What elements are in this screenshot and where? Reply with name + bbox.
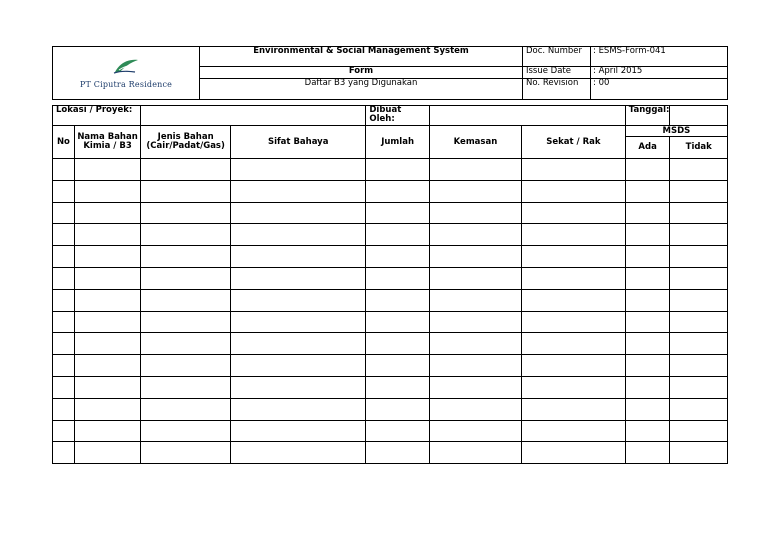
table-row [53, 333, 728, 355]
table-cell[interactable] [670, 267, 728, 289]
table-cell[interactable] [141, 442, 231, 464]
col-no-header: No [53, 126, 75, 159]
table-cell[interactable] [522, 289, 626, 311]
table-cell[interactable] [670, 311, 728, 333]
table-cell[interactable] [670, 180, 728, 202]
table-cell[interactable] [429, 246, 521, 268]
table-cell[interactable] [231, 333, 366, 355]
table-cell[interactable] [366, 159, 430, 181]
table-cell[interactable] [625, 267, 670, 289]
table-cell[interactable] [53, 398, 75, 420]
table-cell[interactable] [366, 224, 430, 246]
doc-number-label: Doc. Number [523, 47, 591, 67]
table-cell[interactable] [429, 376, 521, 398]
table-cell[interactable] [53, 289, 75, 311]
table-cell[interactable] [429, 333, 521, 355]
table-cell[interactable] [231, 420, 366, 442]
table-cell[interactable] [141, 311, 231, 333]
table-cell[interactable] [141, 420, 231, 442]
table-cell[interactable] [522, 180, 626, 202]
table-cell[interactable] [141, 398, 231, 420]
table-cell[interactable] [231, 355, 366, 377]
table-cell[interactable] [429, 267, 521, 289]
table-cell[interactable] [53, 159, 75, 181]
table-cell[interactable] [625, 289, 670, 311]
table-cell[interactable] [625, 246, 670, 268]
table-cell[interactable] [74, 442, 140, 464]
table-cell[interactable] [231, 289, 366, 311]
table-cell[interactable] [74, 202, 140, 224]
table-cell[interactable] [74, 289, 140, 311]
table-cell[interactable] [366, 246, 430, 268]
lokasi-input[interactable] [141, 106, 366, 126]
table-cell[interactable] [625, 355, 670, 377]
table-cell[interactable] [74, 333, 140, 355]
table-cell[interactable] [53, 246, 75, 268]
table-cell[interactable] [625, 202, 670, 224]
table-cell[interactable] [670, 376, 728, 398]
issue-date-value: : April 2015 [591, 67, 728, 78]
table-row [53, 289, 728, 311]
table-cell[interactable] [141, 224, 231, 246]
table-cell[interactable] [670, 159, 728, 181]
table-cell[interactable] [231, 267, 366, 289]
table-cell[interactable] [670, 333, 728, 355]
table-cell[interactable] [141, 159, 231, 181]
table-row [53, 246, 728, 268]
col-sifat-header: Sifat Bahaya [231, 126, 366, 159]
table-cell[interactable] [53, 267, 75, 289]
tanggal-label: Tanggal: [625, 106, 670, 126]
table-cell[interactable] [429, 224, 521, 246]
table-cell[interactable] [522, 420, 626, 442]
table-cell[interactable] [74, 267, 140, 289]
table-cell[interactable] [74, 398, 140, 420]
table-cell[interactable] [625, 180, 670, 202]
table-cell[interactable] [366, 442, 430, 464]
table-cell[interactable] [670, 202, 728, 224]
table-cell[interactable] [231, 246, 366, 268]
table-cell[interactable] [74, 376, 140, 398]
table-cell[interactable] [366, 333, 430, 355]
table-cell[interactable] [74, 159, 140, 181]
table-cell[interactable] [53, 333, 75, 355]
table-cell[interactable] [366, 267, 430, 289]
table-cell[interactable] [366, 398, 430, 420]
table-cell[interactable] [522, 224, 626, 246]
table-cell[interactable] [74, 180, 140, 202]
table-cell[interactable] [625, 420, 670, 442]
table-cell[interactable] [670, 420, 728, 442]
dibuat-oleh-label: Dibuat Oleh: [366, 106, 430, 126]
table-cell[interactable] [366, 202, 430, 224]
b3-list-table [52, 105, 728, 464]
table-cell[interactable] [231, 376, 366, 398]
table-cell[interactable] [74, 420, 140, 442]
system-title: Environmental & Social Management System [200, 47, 523, 67]
table-cell[interactable] [231, 159, 366, 181]
form-name: Daftar B3 yang Digunakan [200, 78, 523, 99]
table-cell[interactable] [141, 180, 231, 202]
table-cell[interactable] [670, 398, 728, 420]
table-cell[interactable] [74, 355, 140, 377]
table-cell[interactable] [231, 311, 366, 333]
table-cell[interactable] [141, 376, 231, 398]
table-cell[interactable] [141, 267, 231, 289]
table-cell[interactable] [429, 355, 521, 377]
table-cell[interactable] [625, 333, 670, 355]
table-cell[interactable] [141, 289, 231, 311]
col-jumlah-header: Jumlah [366, 126, 430, 159]
table-cell[interactable] [366, 420, 430, 442]
table-cell[interactable] [231, 442, 366, 464]
table-row [53, 159, 728, 181]
table-cell[interactable] [429, 202, 521, 224]
revision-value: : 00 [591, 78, 728, 99]
doc-number-value: : ESMS-Form-041 [591, 47, 728, 67]
table-row [53, 420, 728, 442]
table-cell[interactable] [522, 376, 626, 398]
table-cell[interactable] [522, 202, 626, 224]
table-cell[interactable] [231, 202, 366, 224]
company-name: PT Ciputra Residence [79, 80, 173, 89]
table-cell[interactable] [366, 355, 430, 377]
table-cell[interactable] [625, 311, 670, 333]
table-cell[interactable] [625, 224, 670, 246]
document-header [52, 46, 728, 100]
col-nama-header: Nama Bahan Kimia / B3 [74, 126, 140, 159]
table-cell[interactable] [522, 398, 626, 420]
table-row [53, 267, 728, 289]
col-msds-header: MSDS [625, 126, 727, 137]
col-sekat-header: Sekat / Rak [522, 126, 626, 159]
table-row [53, 398, 728, 420]
table-row [53, 224, 728, 246]
table-cell[interactable] [366, 289, 430, 311]
table-cell[interactable] [522, 311, 626, 333]
table-cell[interactable] [53, 311, 75, 333]
table-row [53, 202, 728, 224]
table-cell[interactable] [670, 224, 728, 246]
lokasi-label: Lokasi / Proyek: [53, 106, 141, 126]
table-cell[interactable] [522, 159, 626, 181]
table-cell[interactable] [429, 289, 521, 311]
table-cell[interactable] [366, 376, 430, 398]
table-cell[interactable] [625, 376, 670, 398]
table-row [53, 376, 728, 398]
tanggal-input[interactable] [670, 106, 728, 126]
col-jenis-header: Jenis Bahan (Cair/Padat/Gas) [141, 126, 231, 159]
table-cell[interactable] [74, 246, 140, 268]
table-cell[interactable] [53, 442, 75, 464]
table-cell[interactable] [141, 246, 231, 268]
table-cell[interactable] [74, 224, 140, 246]
table-cell[interactable] [141, 355, 231, 377]
table-cell[interactable] [74, 311, 140, 333]
table-cell[interactable] [522, 267, 626, 289]
table-cell[interactable] [670, 246, 728, 268]
table-cell[interactable] [53, 180, 75, 202]
col-kemasan-header: Kemasan [429, 126, 521, 159]
issue-date-label: Issue Date [523, 67, 591, 78]
table-cell[interactable] [53, 376, 75, 398]
col-tidak-header: Tidak [670, 137, 728, 159]
table-cell[interactable] [53, 202, 75, 224]
table-cell[interactable] [670, 442, 728, 464]
table-cell[interactable] [670, 355, 728, 377]
table-row [53, 180, 728, 202]
table-cell[interactable] [366, 180, 430, 202]
table-cell[interactable] [53, 355, 75, 377]
table-row [53, 311, 728, 333]
table-cell[interactable] [53, 224, 75, 246]
revision-label: No. Revision [523, 78, 591, 99]
table-cell[interactable] [522, 333, 626, 355]
table-cell[interactable] [231, 180, 366, 202]
table-cell[interactable] [522, 355, 626, 377]
table-cell[interactable] [522, 246, 626, 268]
table-cell[interactable] [141, 202, 231, 224]
company-logo-cell [53, 47, 200, 100]
table-row [53, 442, 728, 464]
table-cell[interactable] [231, 398, 366, 420]
table-cell[interactable] [429, 159, 521, 181]
dibuat-oleh-input[interactable] [429, 106, 625, 126]
table-cell[interactable] [625, 159, 670, 181]
table-cell[interactable] [670, 289, 728, 311]
table-cell[interactable] [625, 442, 670, 464]
table-cell[interactable] [522, 442, 626, 464]
table-cell[interactable] [231, 224, 366, 246]
col-ada-header: Ada [625, 137, 670, 159]
table-row [53, 355, 728, 377]
table-cell[interactable] [366, 311, 430, 333]
table-cell[interactable] [429, 420, 521, 442]
ciputra-leaf-logo-icon [111, 57, 141, 75]
table-cell[interactable] [53, 420, 75, 442]
table-cell[interactable] [429, 442, 521, 464]
table-cell[interactable] [429, 311, 521, 333]
form-label: Form [200, 67, 523, 78]
table-cell[interactable] [141, 333, 231, 355]
table-cell[interactable] [429, 180, 521, 202]
table-cell[interactable] [429, 398, 521, 420]
table-cell[interactable] [625, 398, 670, 420]
